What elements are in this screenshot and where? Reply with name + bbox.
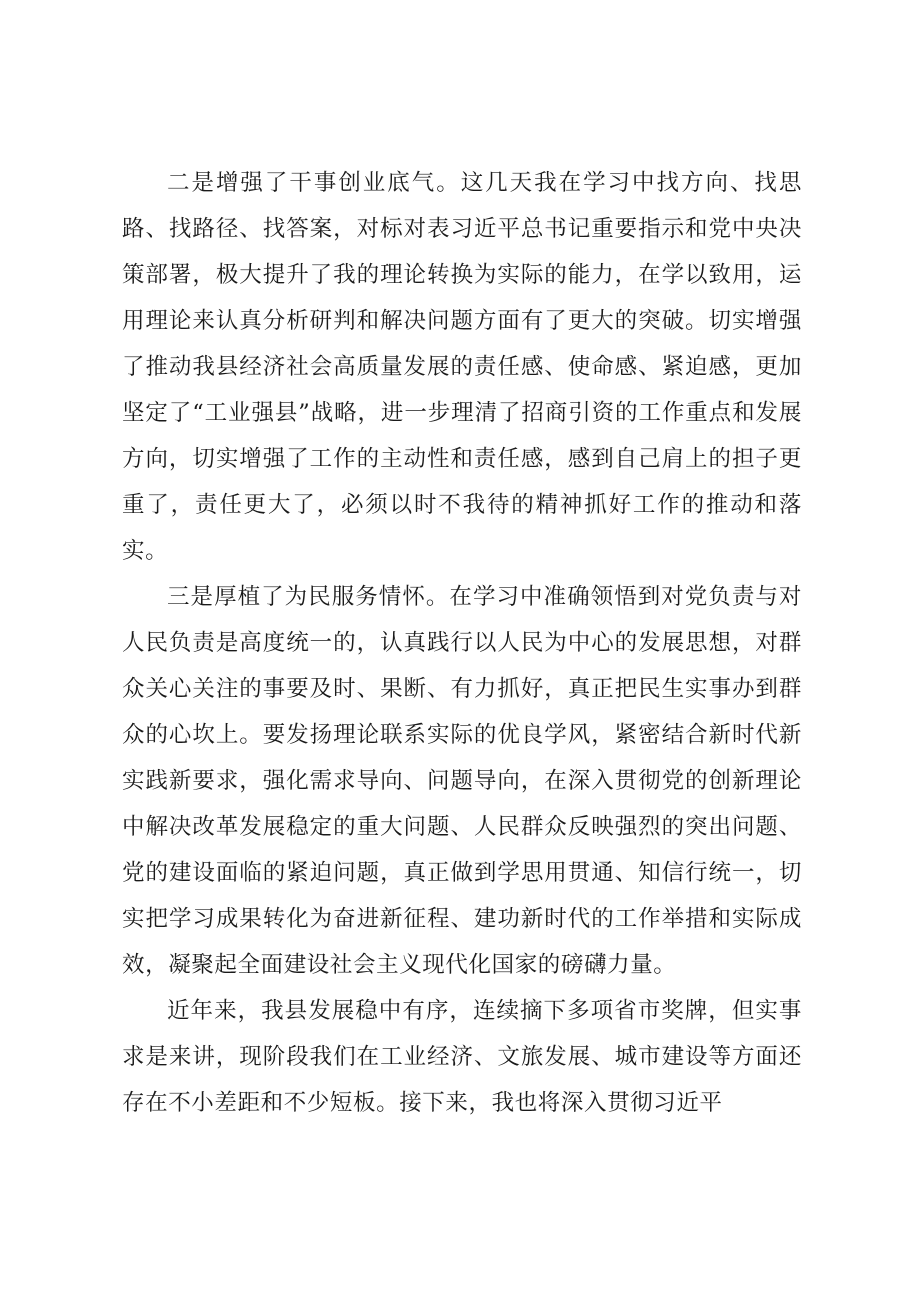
paragraph-serve-the-people: 三是厚植了为民服务情怀。在学习中准确领悟到对党负责与对人民负责是高度统一的，认真践行以人民为中心的发展思想，对群众关心关注的事要及时、果断、有力抓好，真正把民生实事办到群众的心坎上。要发扬理论联系实际的优良学风，紧密结合新时代新实践新要求，强化需求导向、问题导向，在深入贯彻党的创新理论中解决改革发展稳定的重大问题、人民群众反映强烈的突出问题、党的建设面临的紧迫问题，真正做到学思用贯通、知信行统一，切实把学习成果转化为奋进新征程、建功新时代的工作举措和实际成效，凝聚起全面建设社会主义现代化国家的磅礴力量。 [122,584,802,978]
paragraph-county-development: 近年来，我县发展稳中有序，连续摘下多项省市奖牌，但实事求是来讲，现阶段我们在工业经济、文旅发展、城市建设等方面还存在不小差距和不少短板。接下来，我也将深入贯彻习近平 [122,998,802,1116]
paragraph-strengthen-entrepreneurship: 二是增强了干事创业底气。这几天我在学习中找方向、找思路、找路径、找答案，对标对表习近平总书记重要指示和党中央决策部署，极大提升了我的理论转换为实际的能力，在学以致用，运用理论来认真分析研判和解决问题方面有了更大的突破。切实增强了推动我县经济社会高质量发展的责任感、使命感、紧迫感，更加坚定了“工业强县”战略，进一步理清了招商引资的工作重点和发展方向，切实增强了工作的主动性和责任感，感到自己肩上的担子更重了，责任更大了，必须以时不我待的精神抓好工作的推动和落实。 [122,170,802,564]
document-body [122,160,802,1126]
